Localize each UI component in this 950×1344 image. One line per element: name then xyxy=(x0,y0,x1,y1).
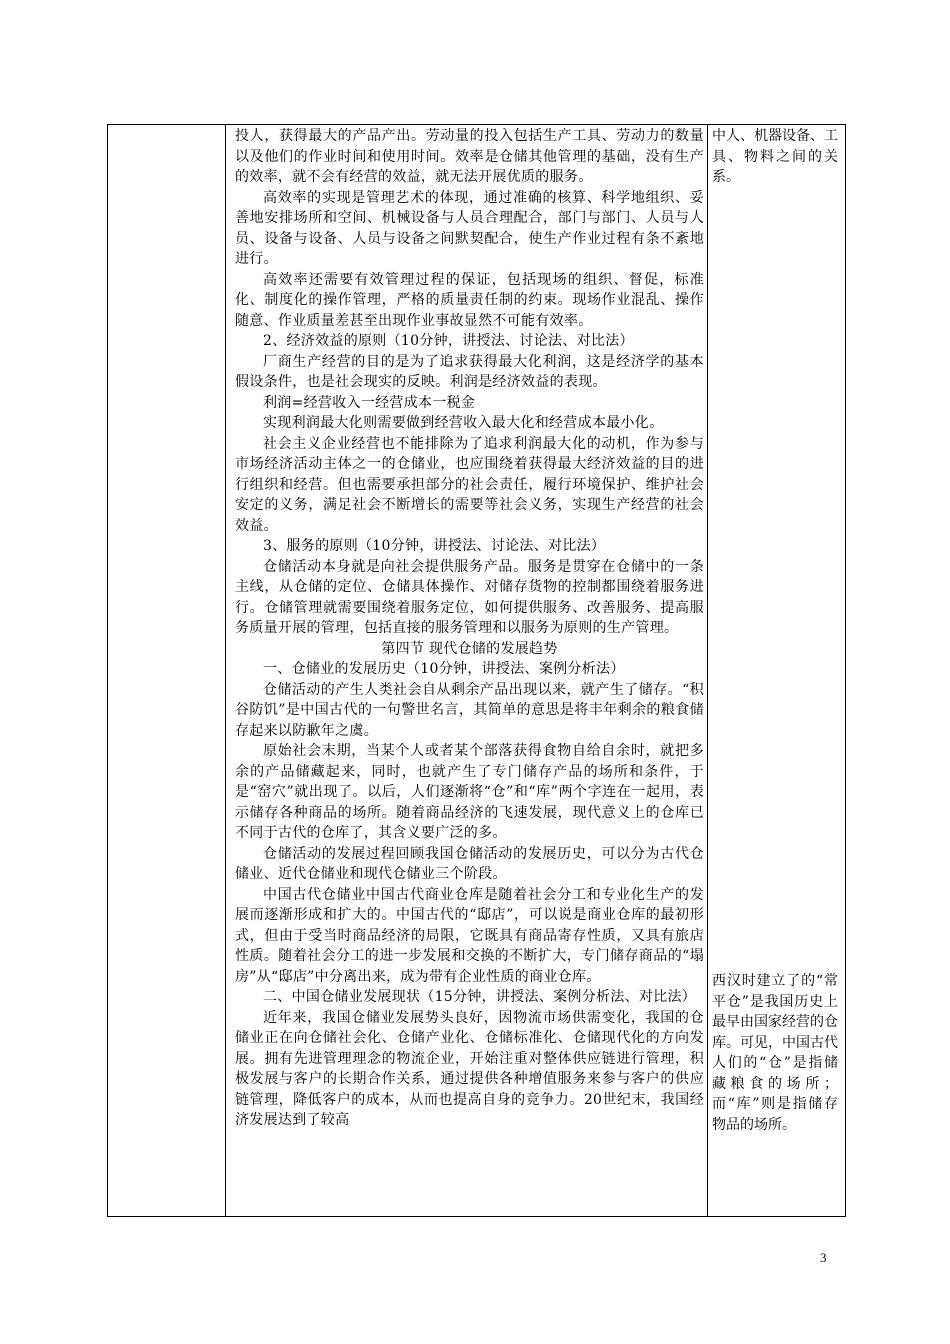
subheading: 一、仓储业的发展历史（10分钟，讲授法、案例分析法） xyxy=(263,661,625,677)
paragraph: 原始社会末期，当某个人或者某个部落获得食物自给自余时，就把多余的产品储藏起来，同时，也就产生了专门储存产品的场所和条件，于是“窑穴”就出现了。以后，人们逐渐将“仓”和“库”两个字连在一起用，表示储存各种商品的场所。随着商品经济的飞速发展，现代意义上的仓库已不同于古代的仓库了，其含义要广泛的多。 xyxy=(235,743,704,841)
paragraph: 实现利润最大化则需要做到经营收入最大化和经营成本最小化。 xyxy=(263,415,664,431)
lesson-table xyxy=(107,124,846,1217)
paragraph: 高效率还需要有效管理过程的保证，包括现场的组织、督促，标准化、制度化的操作管理，严格的质量责任制的约束。现场作业混乱、操作随意、作业质量差甚至出现作业事故显然不可能有效率。 xyxy=(235,271,704,329)
notes-column xyxy=(712,126,838,1216)
side-note-top: 中人、机器设备、工具、物料之间的关系。 xyxy=(712,128,838,185)
subheading: 2、经济效益的原则（10分钟，讲授法、讨论法、对比法） xyxy=(263,333,634,349)
column-divider-left xyxy=(225,125,226,1216)
subheading: 3、服务的原则（10分钟，讲授法、讨论法、对比法） xyxy=(263,538,606,554)
paragraph: 高效率的实现是管理艺术的体现，通过准确的核算、科学地组织、妥善地安排场所和空间、机械设备与人员合理配合，部门与部门、人员与人员、设备与设备、人员与设备之间默契配合，使生产作业过程有条不紊地进行。 xyxy=(235,189,704,267)
section-heading: 第四节 现代仓储的发展趋势 xyxy=(381,640,558,657)
subheading: 二、中国仓储业发展现状（15分钟，讲授法、案例分析法、对比法） xyxy=(263,989,697,1005)
side-note-middle: 西汉时建立了的“常平仓”是我国历史上最早由国家经营的仓库。可见，中国古代人们的“仓”是指储藏粮食的场所；而“库”则是指储存物品的场所。 xyxy=(712,973,838,1133)
page-number: 3 xyxy=(820,1250,827,1265)
paragraph: 近年来，我国仓储业发展势头良好，因物流市场供需变化，我国的仓储业正在向仓储社会化、仓储产业化、仓储标准化、仓储现代化的方向发展。拥有先进管理理念的物流企业，开始注重对整体供应链进行管理，积极发展与客户的长期合作关系，通过提供各种增值服务来参与客户的供应链管理，降低客户的成本，从而也提高自身的竞争力。20世纪末，我国经济发展达到了较高 xyxy=(235,1009,704,1128)
paragraph: 仓储活动本身就是向社会提供服务产品。服务是贯穿在仓储中的一条主线，从仓储的定位、仓储具体操作、对储存货物的控制都围绕着服务进行。仓储管理就需要围绕着服务定位，如何提供服务、改善服务、提高服务质量开展的管理，包括直接的服务管理和以服务为原则的生产管理。 xyxy=(235,558,704,636)
paragraph: 投人，获得最大的产品产出。劳动量的投入包括生产工具、劳动力的数量以及他们的作业时间和使用时间。效率是仓储其他管理的基础，没有生产的效率，就不会有经营的效益，就无法开展优质的服务。 xyxy=(235,128,704,185)
main-content-column xyxy=(235,126,704,1216)
formula: 利润=经营收入一经营成本一税金 xyxy=(263,394,476,411)
paragraph: 中国古代仓储业中国古代商业仓库是随着社会分工和专业化生产的发展而逐渐形成和扩大的。中国古代的“邸店”，可以说是商业仓库的最初形式，但由于受当时商品经济的局限，它既具有商品寄存性质，又具有旅店性质。随着社会分工的进一步发展和交换的不断扩大，专门储存商品的“塌房”从“邸店”中分离出来，成为带有企业性质的商业仓库。 xyxy=(235,886,704,985)
paragraph: 仓储活动的产生人类社会自从剩余产品出现以来，就产生了储存。“积谷防饥”是中国古代的一句警世名言，其简单的意思是将丰年剩余的粮食储存起来以防歉年之虞。 xyxy=(235,681,704,739)
paragraph: 社会主义企业经营也不能排除为了追求利润最大化的动机，作为参与市场经济活动主体之一的仓储业，也应围绕着获得最大经济效益的目的进行组织和经营。但也需要承担部分的社会责任，履行环境保护、维护社会安定的义务，满足社会不断增长的需要等社会义务，实现生产经营的社会效益。 xyxy=(235,435,704,534)
paragraph: 厂商生产经营的目的是为了追求获得最大化利润，这是经济学的基本假设条件，也是社会现实的反映。利润是经济效益的表现。 xyxy=(235,353,704,390)
column-divider-right xyxy=(707,125,708,1216)
paragraph: 仓储活动的发展过程回顾我国仓储活动的发展历史，可以分为古代仓储业、近代仓储业和现代仓储业三个阶段。 xyxy=(235,845,704,882)
